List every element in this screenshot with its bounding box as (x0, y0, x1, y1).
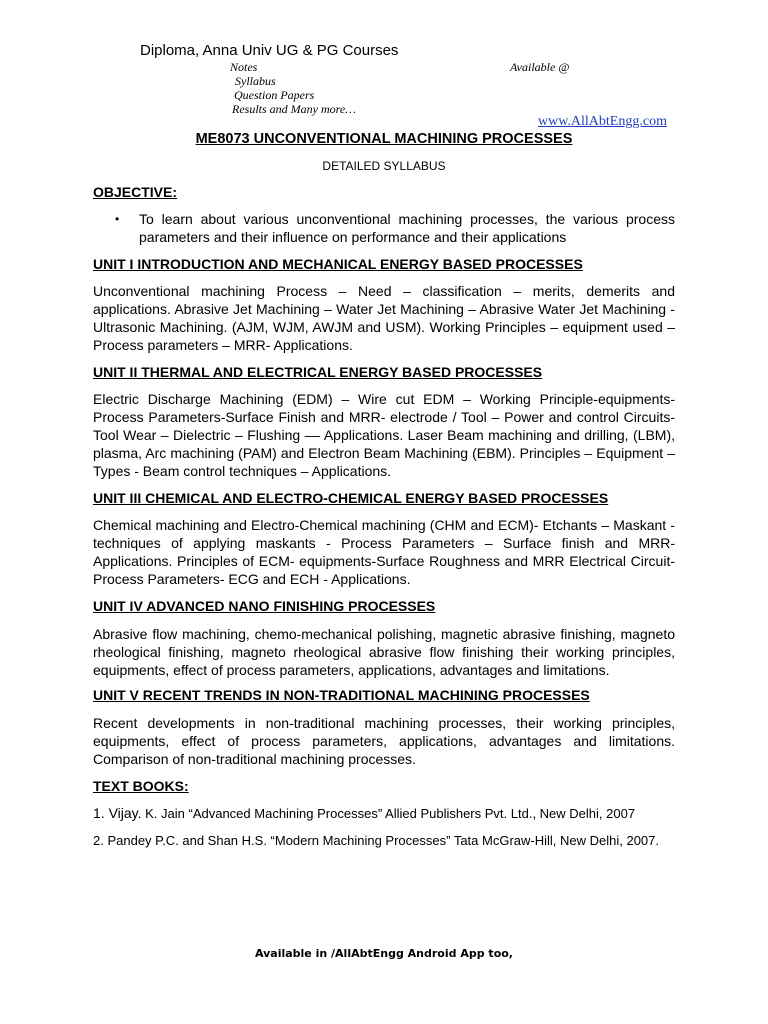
header-link-syllabus: Syllabus (235, 74, 276, 88)
unit-2-text: Electric Discharge Machining (EDM) – Wire cut EDM – Working Principle-equipments-Process Parameters-Surface Finish and MRR- electrode / Tool – Power and control Circuits-Tool Wear – Dielectric – Flushing –– Applications. Laser Beam machining and drilling, (LBM), plasma, Arc machining (PAM) and Electron Beam Machining (EBM). Principles – Equipment –Types - Beam control techniques – Applications. (93, 391, 675, 479)
header-available-label: Available @ (510, 60, 570, 74)
unit-5-text: Recent developments in non-traditional machining processes, their working principles, equipments, effect of process parameters, applications, advantages and limitations. Comparison of non-traditional machining processes. (93, 715, 675, 767)
unit-3-text: Chemical machining and Electro-Chemical machining (CHM and ECM)- Etchants – Maskant - techniques of applying maskants - Process Parameters – Surface finish and MRR- Applications. Principles of ECM- equipments-Surface Roughness and MRR Electrical Circuit-Process Parameters- ECG and ECH - Applications. (93, 517, 675, 587)
header-link-results: Results and Many more… (232, 102, 356, 116)
textbook-1-text: K. Jain “Advanced Machining Processes” Allied Publishers Pvt. Ltd., New Delhi, 2007 (145, 806, 636, 821)
unit-1-text: Unconventional machining Process – Need – classification – merits, demerits and applications. Abrasive Jet Machining – Water Jet Machining – Abrasive Water Jet Machining - Ultrasonic Machining. (AJM, WJM, AWJM and USM). Working Principles – equipment used – Process parameters – MRR- Applications. (93, 283, 675, 353)
course-subtitle: DETAILED SYLLABUS (322, 159, 446, 173)
header-link-notes: Notes (230, 60, 258, 74)
website-link[interactable]: www.AllAbtEngg.com (538, 114, 667, 129)
textbook-1-author: 1. Vijay. (93, 805, 142, 821)
header-link-question-papers: Question Papers (234, 88, 315, 102)
unit-5-heading: UNIT V RECENT TRENDS IN NON-TRADITIONAL MACHINING PROCESSES (93, 687, 590, 703)
header-title: Diploma, Anna Univ UG & PG Courses (140, 42, 399, 59)
objective-item (115, 210, 675, 246)
unit-2-heading: UNIT II THERMAL AND ELECTRICAL ENERGY BASED PROCESSES (93, 364, 543, 380)
header-resource-list (230, 60, 356, 116)
unit-4-text: Abrasive flow machining, chemo-mechanical polishing, magnetic abrasive finishing, magneto rheological finishing, magneto rheological abrasive flow finishing their working principles, equipments, effect of process parameters, applications, advantages and limitations. (93, 626, 675, 678)
textbooks-heading: TEXT BOOKS: (93, 778, 189, 794)
bullet-icon: • (115, 212, 120, 226)
unit-4-heading: UNIT IV ADVANCED NANO FINISHING PROCESSES (93, 598, 436, 614)
course-title: ME8073 UNCONVENTIONAL MACHINING PROCESSES (195, 131, 573, 147)
textbook-1 (93, 804, 675, 823)
objective-text: To learn about various unconventional machining processes, the various process parameters and their influence on performance and their applications (139, 211, 675, 245)
unit-3-heading: UNIT III CHEMICAL AND ELECTRO-CHEMICAL ENERGY BASED PROCESSES (93, 490, 609, 506)
footer-note: Available in /AllAbtEngg Android App too, (254, 947, 513, 960)
textbook-2: 2. Pandey P.C. and Shan H.S. “Modern Machining Processes” Tata McGraw-Hill, New Delhi, 2007. (93, 833, 660, 848)
objective-heading: OBJECTIVE: (93, 184, 178, 200)
unit-1-heading: UNIT I INTRODUCTION AND MECHANICAL ENERGY BASED PROCESSES (93, 256, 583, 272)
